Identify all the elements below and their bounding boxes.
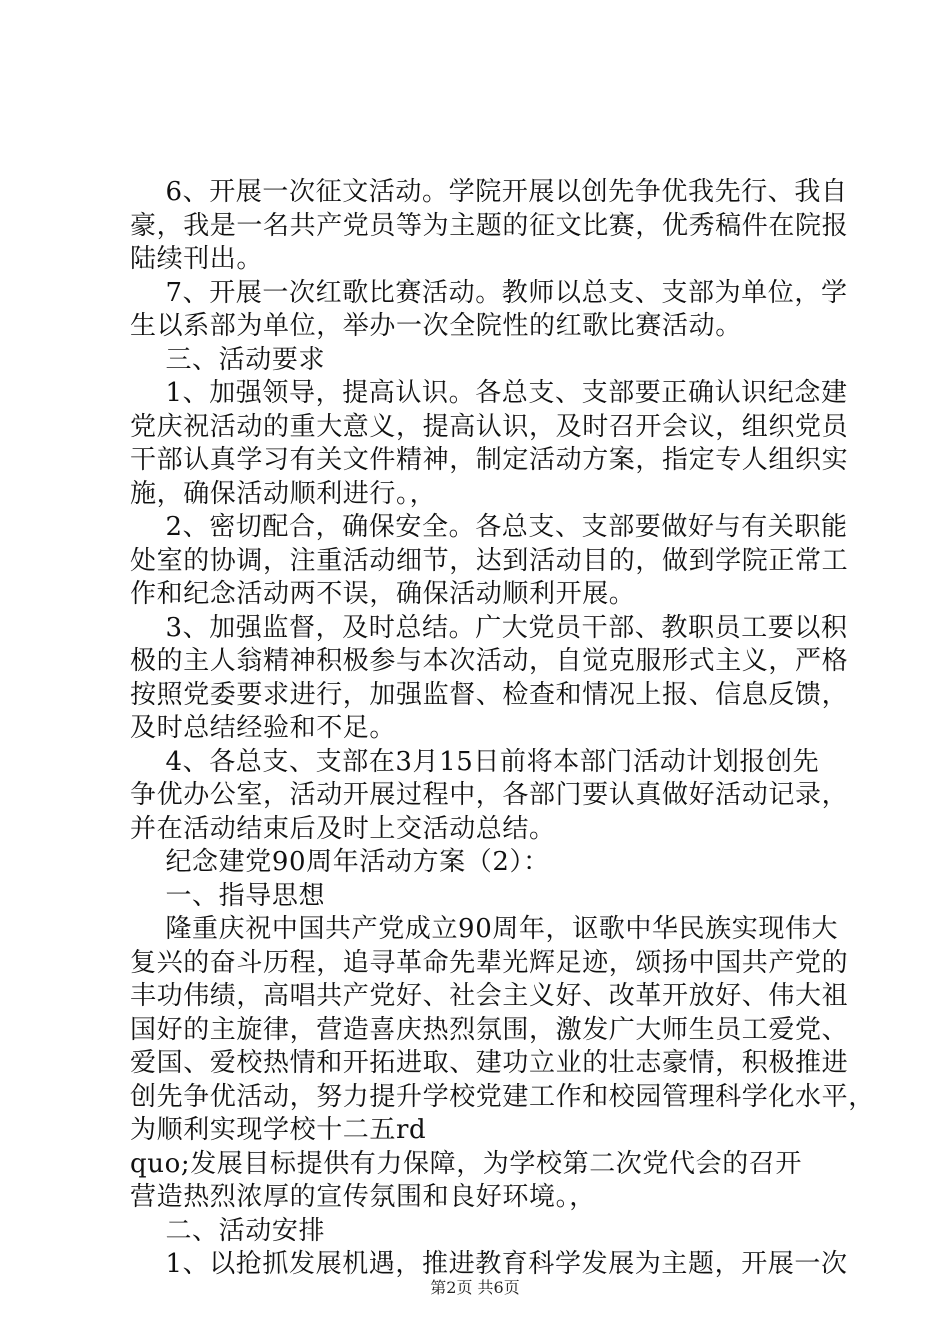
text-line: 作和纪念活动两不误，确保活动顺利开展。 [130, 579, 636, 609]
text-line: 党庆祝活动的重大意义，提高认识，及时召开会议，组织党员 [130, 411, 849, 442]
text-line: 陆续刊出。 [130, 244, 264, 274]
page-footer: 第2页 共6页 [430, 1278, 520, 1297]
text-line: 生以系部为单位，举办一次全院性的红歌比赛活动。 [130, 311, 742, 341]
text-line: 一、指导思想 [130, 880, 326, 911]
text-line: 按照党委要求进行，加强监督、检查和情况上报、信息反馈， [130, 679, 849, 710]
text-line: 豪，我是一名共产党员等为主题的征文比赛，优秀稿件在院报 [130, 210, 849, 241]
text-line: 3、加强监督，及时总结。广大党员干部、教职员工要以积 [130, 612, 848, 643]
text-line: 丰功伟绩，高唱共产党好、社会主义好、改革开放好、伟大祖 [130, 981, 849, 1011]
text-line: 为顺利实现学校十二五rd [130, 1115, 427, 1145]
text-line: quo;发展目标提供有力保障，为学校第二次党代会的召开 [130, 1148, 803, 1179]
text-line: 创先争优活动，努力提升学校党建工作和校园管理科学化水平， [130, 1081, 875, 1112]
text-line: 争优办公室，活动开展过程中，各部门要认真做好活动记录， [130, 780, 849, 810]
text-line: 及时总结经验和不足。 [130, 713, 397, 743]
text-line: 干部认真学习有关文件精神，制定活动方案，指定专人组织实 [130, 445, 849, 475]
text-line: 4、各总支、支部在3月15日前将本部门活动计划报创先 [130, 746, 820, 777]
text-line: 隆重庆祝中国共产党成立90周年，讴歌中华民族实现伟大 [130, 914, 839, 944]
text-line: 7、开展一次红歌比赛活动。教师以总支、支部为单位，学 [130, 277, 848, 308]
text-line: 爱国、爱校热情和开拓进取、建功立业的壮志豪情，积极推进 [130, 1048, 849, 1078]
text-line: 1、加强领导，提高认识。各总支、支部要正确认识纪念建 [130, 378, 848, 408]
text-line: 并在活动结束后及时上交活动总结。 [130, 813, 556, 844]
text-line: 二、活动安排 [130, 1215, 326, 1246]
text-line: 极的主人翁精神积极参与本次活动，自觉克服形式主义，严格 [130, 646, 849, 676]
text-line: 三、活动要求 [130, 344, 326, 375]
text-line: 1、以抢抓发展机遇，推进教育科学发展为主题，开展一次 [130, 1249, 848, 1279]
text-line: 纪念建党90周年活动方案（2）： [130, 847, 550, 877]
text-line: 2、密切配合，确保安全。各总支、支部要做好与有关职能 [130, 512, 848, 542]
text-line: 施，确保活动顺利进行。， [130, 478, 437, 509]
text-line: 6、开展一次征文活动。学院开展以创先争优我先行、我自 [130, 177, 848, 207]
text-line: 处室的协调，注重活动细节，达到活动目的，做到学院正常工 [130, 545, 849, 576]
text-line: 国好的主旋律，营造喜庆热烈氛围，激发广大师生员工爱党、 [130, 1014, 849, 1045]
document-body [130, 176, 875, 1282]
text-line: 营造热烈浓厚的宣传氛围和良好环境。， [130, 1182, 596, 1212]
text-line: 复兴的奋斗历程，追寻革命先辈光辉足迹，颂扬中国共产党的 [130, 947, 849, 978]
